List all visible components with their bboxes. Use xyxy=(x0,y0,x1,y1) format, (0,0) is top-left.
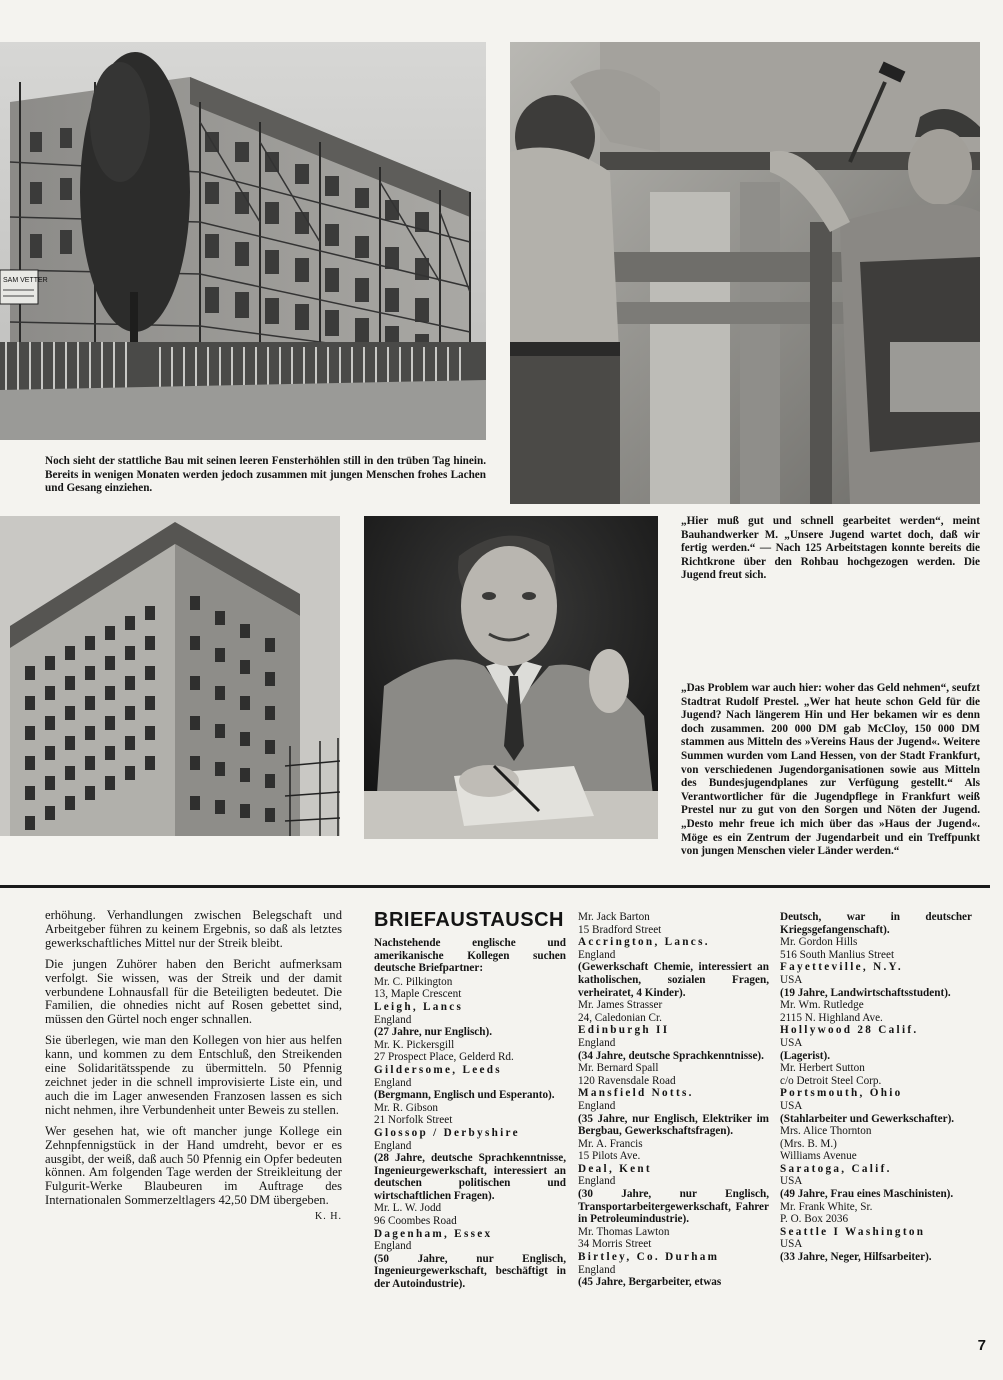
section-divider xyxy=(0,885,990,888)
penpal-note: (49 Jahre, Frau eines Maschinisten). xyxy=(780,1188,954,1201)
penpal-street: 34 Morris Street xyxy=(578,1238,652,1251)
penpal-name: Mr. Herbert Sutton xyxy=(780,1062,865,1075)
sign-text: SAM VETTER xyxy=(3,277,48,284)
briefaustausch-column-1 xyxy=(374,909,566,1291)
penpal-name: Mr. K. Pickersgill xyxy=(374,1038,455,1051)
article-signature: K. H. xyxy=(315,1211,342,1223)
penpal-street: 2115 N. Highland Ave. xyxy=(780,1011,883,1024)
penpal-name: Mr. Jack Barton xyxy=(578,911,650,923)
penpal-entry xyxy=(780,1201,972,1264)
penpal-entry xyxy=(374,976,566,1039)
penpal-note: (19 Jahre, Landwirtschaftsstudent). xyxy=(780,986,951,999)
article-paragraph-3: Sie überlegen, wie man den Kollegen von hier aus helfen kann, und kommen zu dem Entschluß, den Streikenden eine Solidaritätsspende zu übermitteln. 50 Pfennig zeichnet jeder in die schnell improvisierte Liste ein, und auch die im Lager anwesenden Franzosen lassen es sich nicht nehmen, ihre Verbundenheit unter Beweis zu stellen. xyxy=(45,1033,342,1117)
penpal-street: 15 Pilots Ave. xyxy=(578,1150,641,1163)
penpal-street: 516 South Manlius Street xyxy=(780,948,895,961)
briefaustausch-column-2 xyxy=(578,911,769,1289)
penpal-country: England xyxy=(374,1139,412,1152)
penpal-country: England xyxy=(578,948,616,961)
penpal-street: (Mrs. B. M.) xyxy=(780,1137,837,1150)
penpal-country: USA xyxy=(780,1175,803,1188)
caption-building-text: Noch sieht der stattliche Bau mit seinen leeren Fensterhöhlen still in den trüben Tag hinein. Bereits in wenigen Monaten werden jedoch zusammen mit jungen Menschen frohes Lachen und Gesang einziehen. xyxy=(45,455,486,495)
penpal-country: England xyxy=(578,1036,616,1049)
penpal-entry xyxy=(780,936,972,999)
penpal-name: Mr. Frank White, Sr. xyxy=(780,1200,873,1213)
penpal-city: Deal, Kent xyxy=(578,1162,652,1175)
penpal-country: USA xyxy=(780,1036,803,1049)
caption-workers-text: „Hier muß gut und schnell gearbeitet werden“, meint Bauhandwerker M. „Unsere Jugend wartet doch, daß wir fertig werden.“ — Nach 125 Arbeitstagen konnte bereits die Richtkrone über den Rohbau hochgezogen werden. Die Jugend freut sich. xyxy=(681,515,980,582)
photo-building-scaffold xyxy=(0,42,486,440)
penpal-country: USA xyxy=(780,973,803,986)
article-column xyxy=(45,909,342,1224)
penpal-city: Fayetteville, N.Y. xyxy=(780,961,904,974)
caption-building xyxy=(45,455,486,496)
penpal-entry xyxy=(578,911,769,999)
penpal-name: Mrs. Alice Thornton xyxy=(780,1125,872,1138)
penpal-note: (33 Jahre, Neger, Hilfsarbeiter). xyxy=(780,1251,932,1264)
penpal-entry xyxy=(374,1039,566,1102)
briefaustausch-intro: Nachstehende englische und amerikanische Kollegen suchen deutsche Briefpartner: xyxy=(374,937,566,975)
article-paragraph-2: Die jungen Zuhörer haben den Bericht aufmerksam verfolgt. Sie wissen, was der Streik und der damit verbundene Lohnausfall für die Beteiligten bedeutet. Die Familien, die ohnedies nicht auf Rosen gebettet sind, müssen den Gürtel noch enger schnallen. xyxy=(45,956,342,1027)
page-number: 7 xyxy=(977,1337,986,1354)
penpal-name: Mr. Bernard Spall xyxy=(578,1062,659,1075)
penpal-entry xyxy=(374,1102,566,1203)
penpal-city: Hollywood 28 Calif. xyxy=(780,1024,919,1037)
penpal-note: (45 Jahre, Bergarbeiter, etwas xyxy=(578,1276,722,1289)
penpal-country: England xyxy=(578,1175,616,1188)
penpal-street: 21 Norfolk Street xyxy=(374,1114,453,1127)
penpal-street: 96 Coombes Road xyxy=(374,1215,457,1228)
penpal-note: (34 Jahre, deutsche Sprachkenntnisse). xyxy=(578,1049,764,1062)
penpal-country: England xyxy=(374,1240,412,1253)
caption-prestel xyxy=(681,682,980,859)
penpal-street: 24, Caledonian Cr. xyxy=(578,1011,662,1024)
penpal-name: Mr. C. Pilkington xyxy=(374,975,453,988)
penpal-street: 13, Maple Crescent xyxy=(374,988,462,1001)
penpal-street: 27 Prospect Place, Gelderd Rd. xyxy=(374,1051,514,1064)
penpal-entry xyxy=(578,1138,769,1226)
penpal-entry xyxy=(374,1202,566,1290)
penpal-note: Deutsch, war in deutscher Kriegsgefangenschaft). xyxy=(780,911,972,936)
article-paragraph-1: erhöhung. Verhandlungen zwischen Belegschaft und Arbeitgeber führen zu keinem Ergebnis, so daß als letztes gewerkschaftliches Mittel nur der Streik bleibt. xyxy=(45,908,342,950)
penpal-country: England xyxy=(578,1263,616,1276)
penpal-city: Accrington, Lancs. xyxy=(578,936,710,949)
photo-portrait-prestel xyxy=(364,516,658,839)
penpal-city: Birtley, Co. Durham xyxy=(578,1251,720,1264)
penpal-entry xyxy=(578,1226,769,1289)
penpal-city: Portsmouth, Ohio xyxy=(780,1087,903,1100)
penpal-entry xyxy=(780,999,972,1062)
penpal-city: Seattle I Washington xyxy=(780,1225,926,1238)
article-paragraph-4 xyxy=(45,1123,342,1223)
penpal-country: USA xyxy=(780,1099,803,1112)
penpal-name: Mr. Wm. Rutledge xyxy=(780,999,864,1012)
penpal-city: Dagenham, Essex xyxy=(374,1227,493,1240)
article-paragraph-4-text: Wer gesehen hat, wie oft mancher junge Kollege ein Zehnpfennigstück in der Hand umdreht, bevor er es ausgibt, der weiß, daß auch 50 Pfennig ein Opfer bedeuten können. Am folgenden Tage werden der Streikleitung der Fulgurit-Werke Blaubeuren im Auftrage des Internationalen Sommerzeltlagers 42,50 DM übergeben. xyxy=(45,1123,342,1208)
caption-workers xyxy=(681,515,980,583)
penpal-street-2: Williams Avenue xyxy=(780,1150,857,1163)
penpal-note: (30 Jahre, nur Englisch, Transportarbeitergewerkschaft, Fahrer in Petroleumindustrie). xyxy=(578,1188,769,1226)
penpal-name: Mr. A. Francis xyxy=(578,1137,643,1150)
penpal-city: Gildersome, Leeds xyxy=(374,1063,502,1076)
penpal-city: Leigh, Lancs xyxy=(374,1000,464,1013)
penpal-country: England xyxy=(578,1099,616,1112)
penpal-city: Mansfield Notts. xyxy=(578,1087,694,1100)
penpal-city: Glossop / Derbyshire xyxy=(374,1126,520,1139)
penpal-entry-continued xyxy=(780,911,972,936)
penpal-country: England xyxy=(374,1076,412,1089)
photo-tall-building xyxy=(0,516,340,836)
penpal-street: c/o Detroit Steel Corp. xyxy=(780,1074,882,1087)
penpal-name: Mr. Gordon Hills xyxy=(780,936,858,949)
penpal-city: Edinburgh II xyxy=(578,1024,670,1037)
briefaustausch-column-3 xyxy=(780,911,972,1264)
penpal-note: (50 Jahre, nur Englisch, Ingenieurgewerkschaft, beschäftigt in der Autoindustrie). xyxy=(374,1252,566,1291)
penpal-street: 15 Bradford Street xyxy=(578,923,662,936)
photo-construction-workers xyxy=(510,42,980,504)
penpal-note: (Lagerist). xyxy=(780,1049,831,1062)
penpal-entry xyxy=(578,1062,769,1138)
penpal-name: Mr. Thomas Lawton xyxy=(578,1225,670,1238)
penpal-note: (Stahlarbeiter und Gewerkschafter). xyxy=(780,1112,955,1125)
penpal-street: P. O. Box 2036 xyxy=(780,1213,849,1226)
penpal-name: Mr. R. Gibson xyxy=(374,1101,439,1114)
penpal-note: (27 Jahre, nur Englisch). xyxy=(374,1026,493,1039)
penpal-city: Saratoga, Calif. xyxy=(780,1162,892,1175)
penpal-street: 120 Ravensdale Road xyxy=(578,1074,676,1087)
penpal-note: (Bergmann, Englisch und Esperanto). xyxy=(374,1089,555,1102)
penpal-note: (Gewerkschaft Chemie, interessiert an katholischen, sozialen Fragen, verheiratet, 4 Kinder). xyxy=(578,961,769,999)
briefaustausch-title: BRIEFAUSTAUSCH xyxy=(374,909,564,931)
penpal-name: Mr. L. W. Jodd xyxy=(374,1202,442,1215)
penpal-entry xyxy=(578,999,769,1062)
penpal-entry xyxy=(780,1062,972,1125)
penpal-country: USA xyxy=(780,1238,803,1251)
penpal-name: Mr. James Strasser xyxy=(578,999,663,1012)
penpal-note: (35 Jahre, nur Englisch, Elektriker im Bergbau, Gewerkschaftsfragen). xyxy=(578,1112,769,1138)
penpal-note: (28 Jahre, deutsche Sprachkenntnisse, Ingenieurgewerkschaft, interessiert an deutschen politischen und wirtschaftlichen Fragen). xyxy=(374,1152,566,1202)
penpal-entry xyxy=(780,1125,972,1201)
penpal-country: England xyxy=(374,1013,412,1026)
caption-prestel-text: „Das Problem war auch hier: woher das Geld nehmen“, seufzt Stadtrat Rudolf Prestel. „Wer hat heute schon Geld für die Jugend? Nach längerem Hin und Her bekamen wir es denn doch zusammen. 200 000 DM gab McCloy, 150 000 DM stammen aus Mitteln des »Vereins Haus der Jugend«. Weitere Summen wurden vom Land Hessen, von der Stadt Frankfurt, von verschiedenen Jugendorganisationen sowie aus Mitteln des Bundesjugendplanes zur Verfügung gestellt.“ Als Verantwortlicher für die Jugendpflege in Frankfurt weiß Prestel nur zu gut von den Sorgen und Nöten der Jugend. „Desto mehr freue ich mich über das »Haus der Jugend«. Möge es ein Zentrum der Jugendarbeit und ein Treffpunkt von jungen Menschen vieler Länder werden.“ xyxy=(681,682,980,858)
